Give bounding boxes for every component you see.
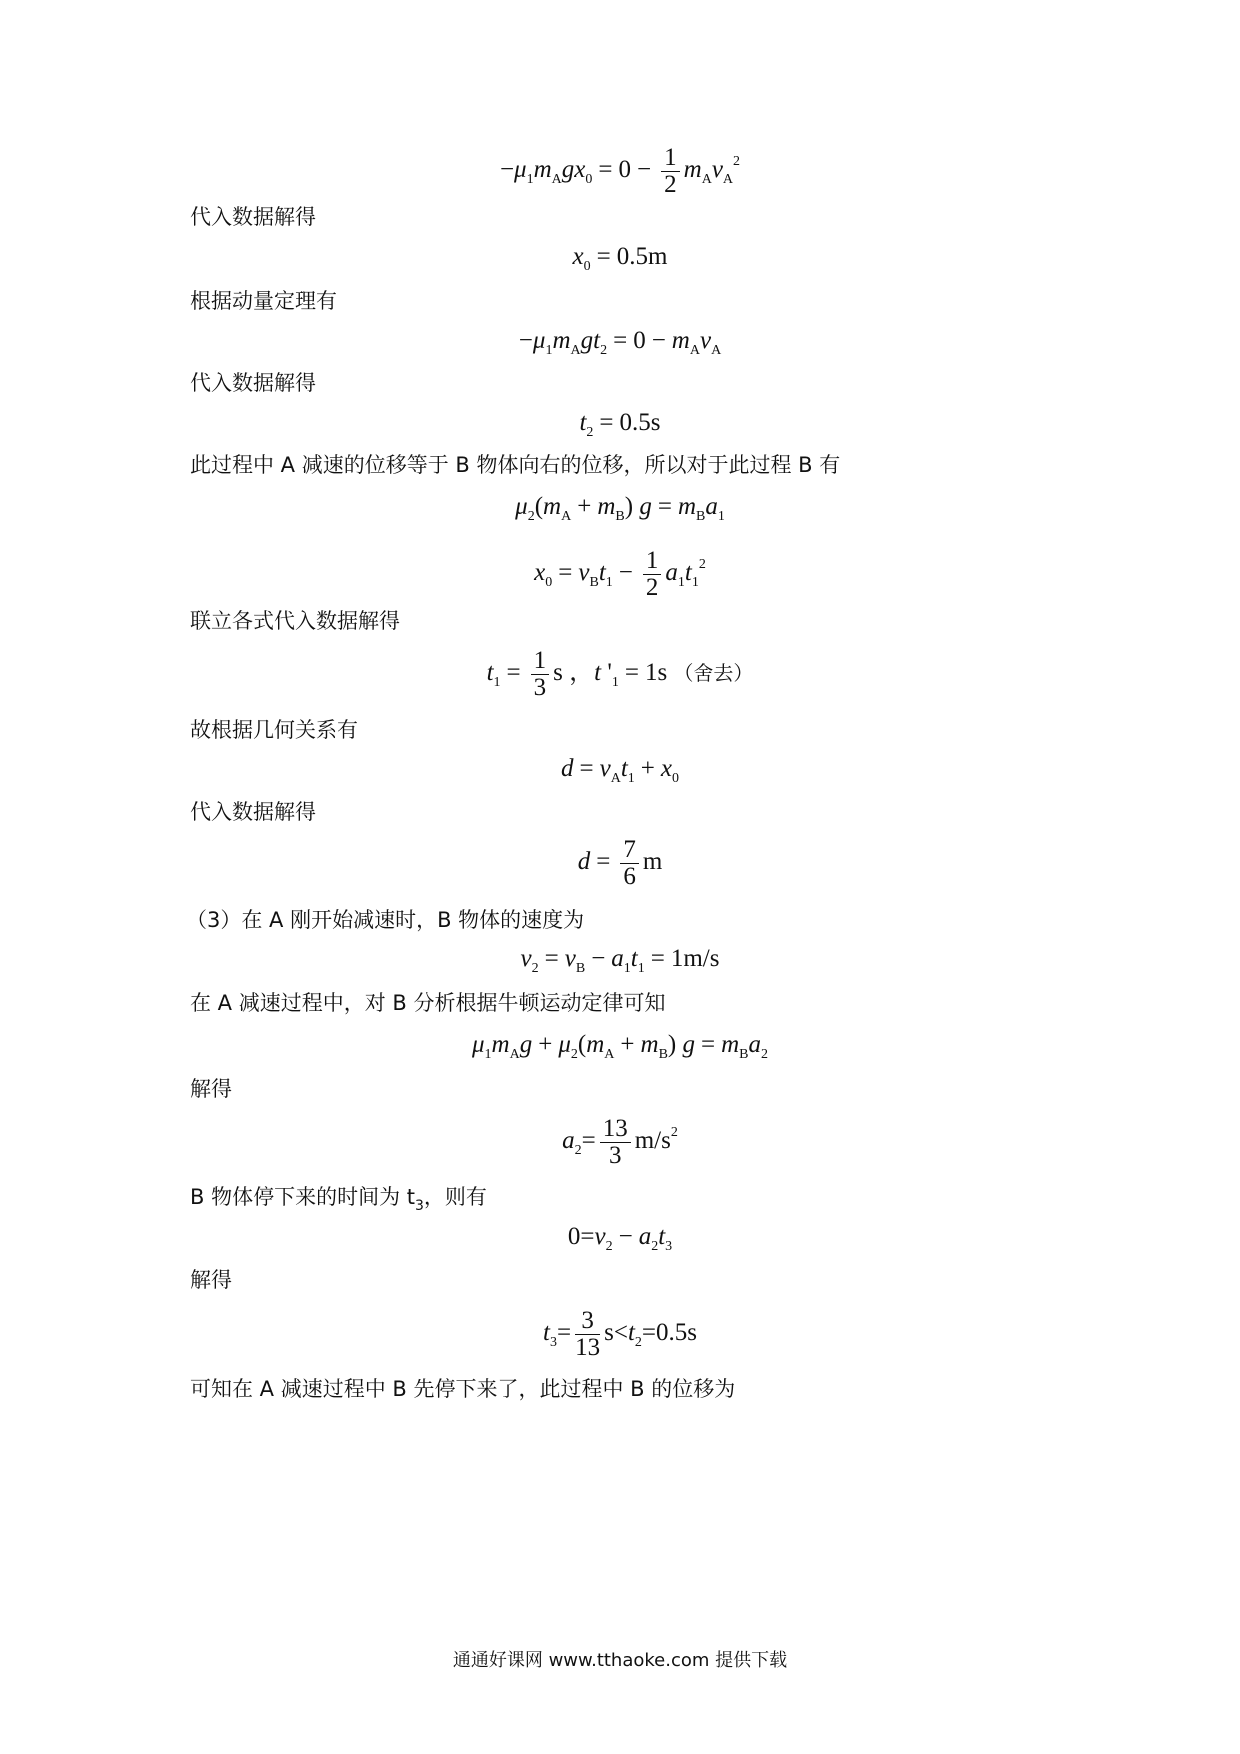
equation-t3: $t_3=$ $\frac{3}{13}$ $s<t_2=0.5s$: [543, 1307, 697, 1361]
equation-newton-b: $\mu_2(m_A + m_B) g = m_Ba_1$: [515, 493, 725, 524]
text-line: 解得: [190, 1268, 232, 1292]
text-line: 根据动量定理有: [190, 289, 337, 313]
equation-a2: $a_2=$ $\frac{13}{3}$ $m/s^2$: [562, 1115, 678, 1169]
fraction-half: $\frac{1}{2}$: [661, 145, 680, 198]
text-line: （3）在 A 刚开始减速时，B 物体的速度为: [186, 908, 585, 932]
text-line: 在 A 减速过程中，对 B 分析根据牛顿运动定律可知: [190, 991, 666, 1015]
equation-d: $d = v_At_1 + x_0$: [560, 755, 679, 786]
equation-displacement-b: $x_0 = v_Bt_1$ − $\frac{1}{2}$ $a_1t_1^2$: [534, 547, 706, 601]
equation-energy: $-\mu_1m_Agx_0 = 0$ − $\frac{1}{2}$ $m_Av_A^2$: [499, 144, 741, 198]
equation-x0: $x_0 = 0.5m$: [572, 243, 668, 274]
text-line: 此过程中 A 减速的位移等于 B 物体向右的位移，所以对于此过程 B 有: [190, 453, 841, 477]
equation-stop: $0=v_2 - a_2t_3$: [567, 1223, 673, 1254]
equation-momentum: $-\mu_1m_Agt_2 = 0 - m_Av_A$: [518, 327, 722, 358]
fraction-one-third: $\frac{1}{3}$: [531, 648, 550, 701]
text-line: 联立各式代入数据解得: [190, 609, 400, 633]
text-line: 代入数据解得: [190, 205, 316, 229]
text-line: 可知在 A 减速过程中 B 先停下来了，此过程中 B 的位移为: [190, 1377, 736, 1401]
equation-v2: $v_2 = v_B - a_1t_1 = 1m/s$: [520, 945, 720, 976]
equation-t2: $t_2 = 0.5s$: [579, 409, 661, 440]
text-line: 解得: [190, 1077, 232, 1101]
equation-newton-b2: $\mu_1m_Ag + \mu_2(m_A + m_B) g = m_Ba_2$: [471, 1031, 769, 1062]
page-footer: 通通好课网 www.tthaoke.com 提供下载: [452, 1650, 788, 1671]
fraction-half: $\frac{1}{2}$: [643, 548, 662, 601]
text-line: 代入数据解得: [190, 800, 316, 824]
equation-d-value: d = $\frac{7}{6}$ m: [577, 836, 663, 890]
fraction-three-thirteenths: $\frac{3}{13}$: [575, 1307, 601, 1361]
fraction-thirteen-thirds: $\frac{13}{3}$: [600, 1116, 631, 1169]
text-line: 代入数据解得: [190, 371, 316, 395]
fraction-seven-sixths: $\frac{7}{6}$: [620, 837, 639, 890]
equation-t1: $t_1$ = $\frac{1}{3}$ s ，t '$_1 = 1s$ （舍去）: [486, 647, 754, 701]
text-line: 故根据几何关系有: [190, 718, 358, 742]
text-line: B 物体停下来的时间为 $t_3$，则有: [190, 1185, 487, 1214]
